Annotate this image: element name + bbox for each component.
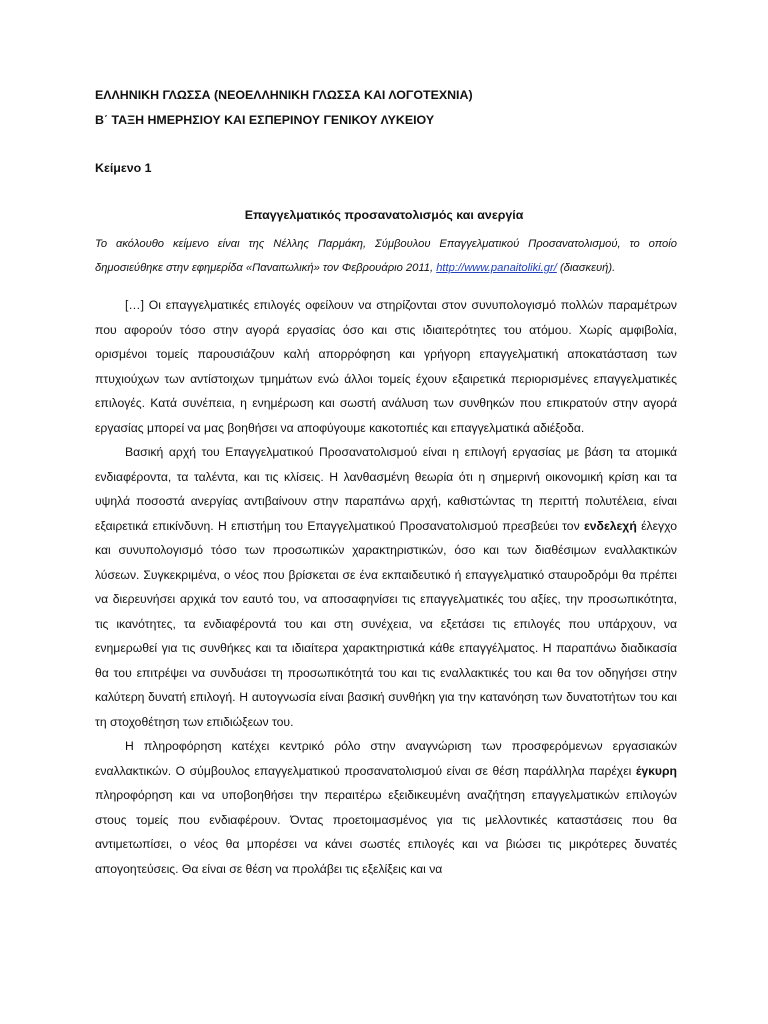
- class-heading: Β΄ ΤΑΞΗ ΗΜΕΡΗΣΙΟΥ ΚΑΙ ΕΣΠΕΡΙΝΟΥ ΓΕΝΙΚΟΥ ΛΥΚΕΙΟΥ: [95, 113, 435, 127]
- source-note: [95, 232, 677, 280]
- paragraph-3-emphasis: έγκυρη: [635, 763, 677, 778]
- paragraph-3-text-continued: πληροφόρηση και να υποβοηθήσει την περαιτέρω εξειδικευμένη αναζήτηση επαγγελματικών επιλογών στους τομείς που ενδιαφέρουν. Όντας προετοιμασμένος για τις μελλοντικές καταστάσεις που θα αντιμετωπίσει, ο νέος θα μπορέσει να κάνει σωστές επιλογές και να βιώσει τις μικρότερες δυνατές απογοητεύσεις. Θα είναι σε θέση να προλάβει τις εξελίξεις και να: [95, 788, 677, 876]
- paragraph-2: [95, 440, 677, 734]
- source-link[interactable]: http://www.panaitoliki.gr/: [436, 262, 557, 274]
- article-title: Επαγγελματικός προσανατολισμός και ανεργία: [244, 208, 524, 222]
- paragraph-3: [95, 734, 677, 881]
- subject-heading: ΕΛΛΗΝΙΚΗ ΓΛΩΣΣΑ (ΝΕΟΕΛΛΗΝΙΚΗ ΓΛΩΣΣΑ ΚΑΙ ΛΟΓΟΤΕΧΝΙΑ): [95, 88, 473, 102]
- paragraph-2-emphasis: ενδελεχή: [584, 518, 637, 533]
- article-body: [95, 293, 677, 881]
- source-note-suffix: (διασκευή).: [556, 262, 616, 274]
- paragraph-2-text-continued: έλεγχο και συνυπολογισμό τόσο των προσωπικών χαρακτηριστικών, όσο και των διαθέσιμων εναλλακτικών λύσεων. Συγκεκριμένα, ο νέος που βρίσκεται σε ένα εκπαιδευτικό ή επαγγελματικό σταυροδρόμι θα πρέπει να διερευνήσει αρχικά τον εαυτό του, να αποσαφηνίσει τις επαγγελματικές του αξίες, την προσωπικότητα, τις ικανότητες, τα ενδιαφέροντά του και στη συνέχεια, να εξετάσει τις επιλογές που υπάρχουν, να ενημερωθεί για τις συνθήκες και τα ιδιαίτερα χαρακτηριστικά κάθε επαγγέλματος. Η παραπάνω διαδικασία θα του επιτρέψει να συνδυάσει τη προσωπικότητά του και τις εναλλακτικές του και θα τον οδηγήσει στην καλύτερη δυνατή επιλογή. Η αυτογνωσία είναι βασική συνθήκη για την κατανόηση των δυνατοτήτων του και τη στοχοθέτηση των επιδιώξεων του.: [95, 518, 677, 729]
- source-note-text: Το ακόλουθο κείμενο είναι της Νέλλης Παρμάκη, Σύμβουλου Επαγγελματικού Προσανατολισμού, το οποίο δημοσιεύθηκε στην εφημερίδα «Παναιτωλική» τον Φεβρουάριο 2011,: [95, 238, 677, 274]
- paragraph-1: […] Οι επαγγελματικές επιλογές οφείλουν να στηρίζονται στον συνυπολογισμό πολλών παραμέτρων που αφορούν τόσο στην αγορά εργασίας όσο και στις ιδιαιτερότητες του ατόμου. Χωρίς αμφιβολία, ορισμένοι τομείς παρουσιάζουν καλή απορρόφηση και γρήγορη επαγγελματική αποκατάσταση των πτυχιούχων των αντίστοιχων τμημάτων ενώ άλλοι τομείς έχουν εξαιρετικά περιορισμένες επαγγελματικές επιλογές. Κατά συνέπεια, η ενημέρωση και σωστή ανάλυση των συνθηκών που επικρατούν στην αγορά εργασίας μπορεί να μας βοηθήσει να αποφύγουμε κακοτοπιές και επαγγελματικά αδιέξοδα.: [95, 298, 677, 435]
- paragraph-3-text: Η πληροφόρηση κατέχει κεντρικό ρόλο στην αναγνώριση των προσφερόμενων εργασιακών εναλλακτικών. Ο σύμβουλος επαγγελματικού προσανατολισμού είναι σε θέση παράλληλα παρέχει: [95, 739, 677, 778]
- paragraph-2-text: Βασική αρχή του Επαγγελματικού Προσανατολισμού είναι η επιλογή εργασίας με βάση τα ατομικά ενδιαφέροντα, τα ταλέντα, και τις κλίσεις. Η λανθασμένη θεωρία ότι η σημερινή οικονομική κρίση και τα υψηλά ποσοστά ανεργίας αντιβαίνουν στην παραπάνω αρχή, καθιστώντας τη περιττή πολυτέλεια, είναι εξαιρετικά επικίνδυνη. Η επιστήμη του Επαγγελματικού Προσανατολισμού πρεσβεύει τον: [95, 445, 677, 533]
- text-number-label: Κείμενο 1: [95, 161, 152, 175]
